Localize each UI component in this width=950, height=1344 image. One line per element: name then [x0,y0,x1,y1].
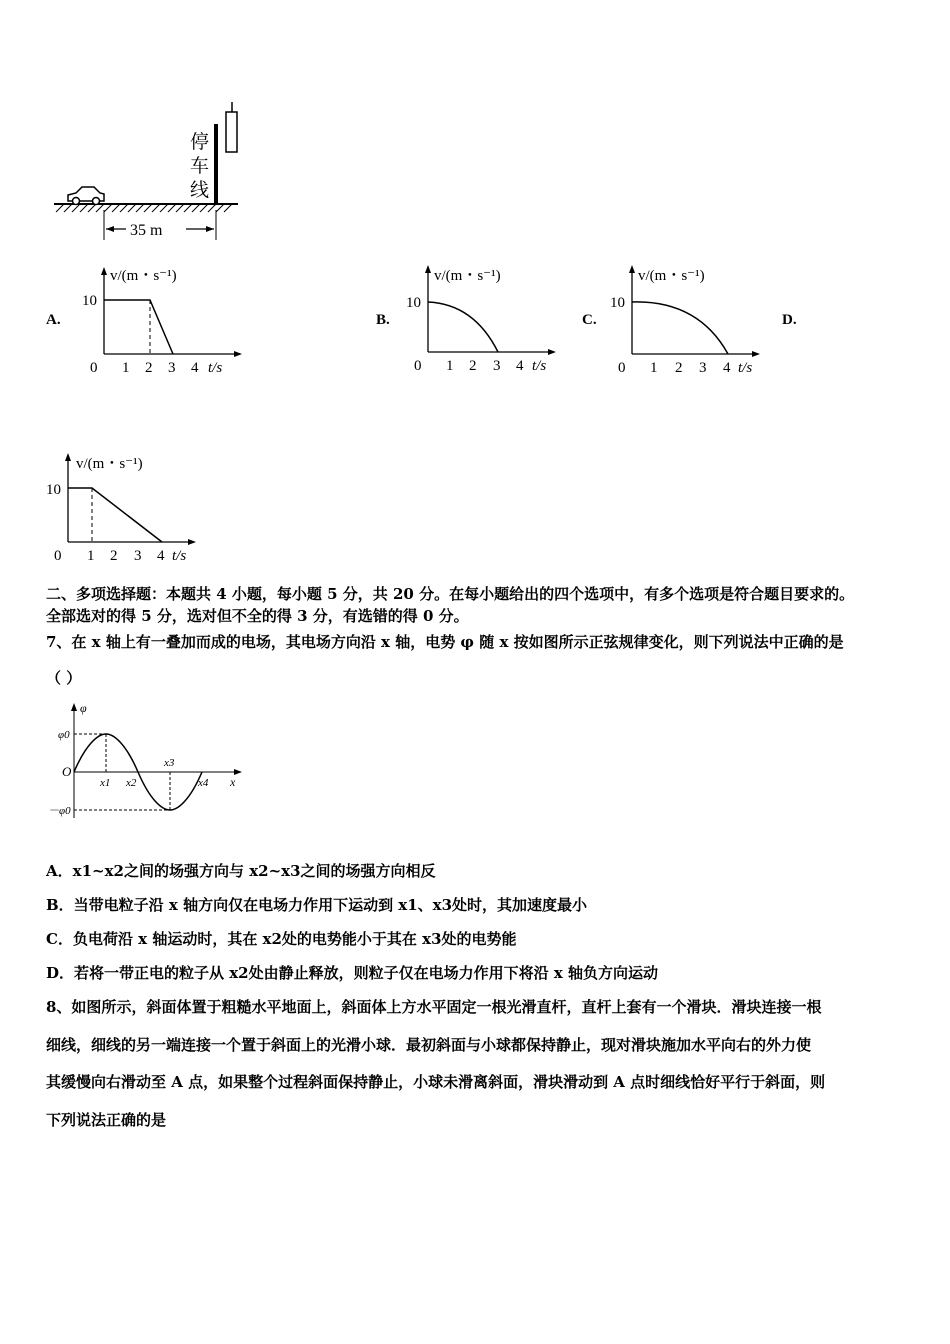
answer-paren: （ ） [46,669,82,687]
sign-char: 车 [190,156,210,177]
x-axis-label: x [230,775,236,789]
x-tick: 3 [168,360,176,376]
origin-label: 0 [54,548,62,564]
question-7-option-c: C．负电荷沿 x 轴运动时，其在 x2处的电势能小于其在 x3处的电势能 [46,930,517,948]
x-axis-label: t/s [208,360,223,376]
x-axis-label: t/s [172,548,187,564]
car-icon [68,187,104,205]
x-tick: 3 [134,548,142,564]
x-tick: 3 [699,360,707,376]
velocity-curve [632,302,728,354]
option-label-b: B. [376,312,390,328]
x-tick: 1 [122,360,130,376]
phi-axis-label: φ [80,701,87,715]
y-tick: 10 [82,293,97,309]
stop-line-figure [50,98,250,248]
graph-b [404,260,574,380]
origin-label: O [62,764,72,779]
velocity-curve [104,300,173,354]
question-7-stem: 7、在 x 轴上有一叠加而成的电场，其电场方向沿 x 轴，电势 φ 随 x 按如图所示正弦规律变化，则下列说法中正确的是 [46,633,844,651]
option-label-a: A. [46,312,61,328]
x-tick: 2 [675,360,683,376]
x-tick: 2 [469,358,477,374]
question-8-line: 8、如图所示，斜面体置于粗糙水平地面上，斜面体上方水平固定一根光滑直杆，直杆上套有一个滑块．滑块连接一根 [46,998,822,1016]
x1-label: x1 [100,777,111,789]
graph-d [44,448,214,570]
x-tick: 3 [493,358,501,374]
question-7-option-a: A．x1~x2之间的场强方向与 x2~x3之间的场强方向相反 [46,862,436,880]
y-axis-label: v/(m・s⁻¹) [434,268,501,284]
x4-label: x4 [198,777,209,789]
distance-label: 35 m [130,222,163,239]
graph-c [608,260,778,382]
y-axis-label: v/(m・s⁻¹) [110,268,177,284]
x-axis-label: t/s [532,358,547,374]
x3-label: x3 [164,757,175,769]
x-tick: 2 [145,360,153,376]
question-7-option-d: D．若将一带正电的粒子从 x2处由静止释放，则粒子仅在电场力作用下将沿 x 轴负方向运动 [46,964,659,982]
x-tick: 4 [191,360,199,376]
option-label-d: D. [782,312,797,328]
neg-phi0-label: －φ0 [48,805,71,817]
x-tick: 1 [650,360,658,376]
x2-label: x2 [126,777,137,789]
section-note: 全部选对的得 5 分，选对但不全的得 3 分，有选错的得 0 分。 [46,607,469,625]
x-tick: 1 [446,358,454,374]
question-8-line: 其缓慢向右滑动至 A 点，如果整个过程斜面保持静止，小球未滑离斜面，滑块滑动到 A 点时细线恰好平行于斜面，则 [46,1073,826,1091]
x-tick: 1 [87,548,95,564]
y-tick: 10 [46,482,61,498]
x-axis-label: t/s [738,360,753,376]
y-tick: 10 [610,295,625,311]
x-tick: 4 [516,358,524,374]
phi0-label: φ0 [58,729,70,741]
question-8-line: 下列说法正确的是 [46,1111,167,1129]
y-axis-label: v/(m・s⁻¹) [638,268,705,284]
graph-a [80,262,250,382]
option-label-c: C. [582,312,597,328]
y-axis-label: v/(m・s⁻¹) [76,456,143,472]
section-heading: 二、多项选择题：本题共 4 小题，每小题 5 分，共 20 分。在每小题给出的四个选项中，有多个选项是符合题目要求的。 [46,585,855,603]
sign-char: 停 [190,132,210,153]
origin-label: 0 [90,360,98,376]
y-tick: 10 [406,295,421,311]
question-8-line: 细线，细线的另一端连接一个置于斜面上的光滑小球．最初斜面与小球都保持静止，现对滑块施加水平向右的外力使 [46,1036,812,1054]
x-tick: 2 [110,548,118,564]
question-7-option-b: B．当带电粒子沿 x 轴方向仅在电场力作用下运动到 x1、x3处时，其加速度最小 [46,896,588,914]
sign-char: 线 [190,180,210,201]
origin-label: 0 [618,360,626,376]
velocity-curve [428,302,498,352]
potential-graph [46,700,251,825]
x-tick: 4 [157,548,165,564]
velocity-curve [68,488,162,542]
x-tick: 4 [723,360,731,376]
origin-label: 0 [414,358,422,374]
